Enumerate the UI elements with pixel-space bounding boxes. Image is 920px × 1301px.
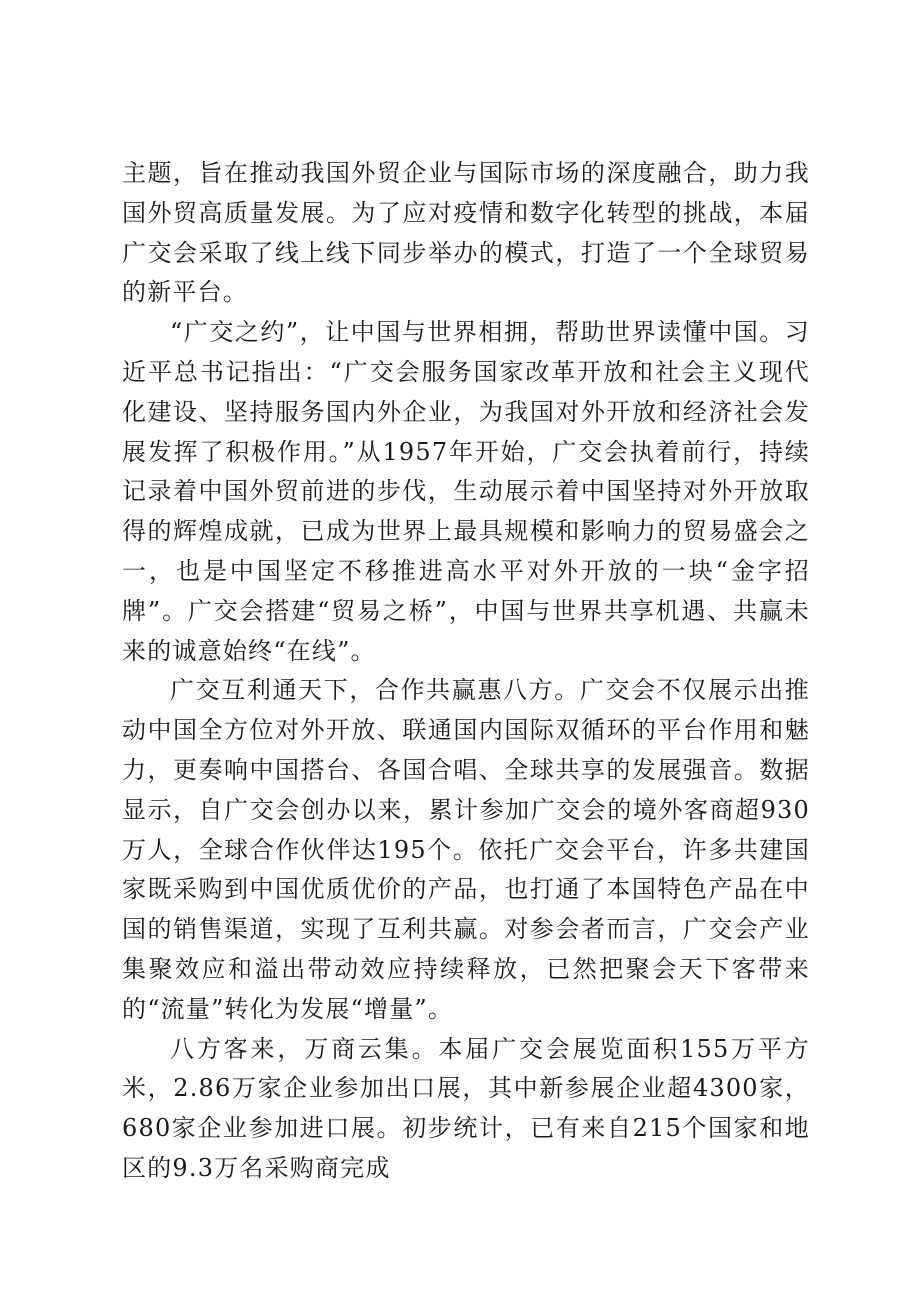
paragraph-2: “广交之约”，让中国与世界相拥，帮助世界读懂中国。习近平总书记指出：“广交会服务国家改革开放和社会主义现代化建设、坚持服务国内外企业，为我国对外开放和经济社会发展发挥了积极作用。”从1957年开始，广交会执着前行，持续记录着中国外贸前进的步伐，生动展示着中国坚持对外开放取得的辉煌成就，已成为世界上最具规模和影响力的贸易盛会之一，也是中国坚定不移推进高水平对外开放的一块“金字招牌”。广交会搭建“贸易之桥”，中国与世界共享机遇、共赢未来的诚意始终“在线”。 [122,318,810,665]
paragraph-3: 广交互利通天下，合作共赢惠八方。广交会不仅展示出推动中国全方位对外开放、联通国内国际双循环的平台作用和魅力，更奏响中国搭台、各国合唱、全球共享的发展强音。数据显示，自广交会创办以来，累计参加广交会的境外客商超930万人，全球合作伙伴达195个。依托广交会平台，许多共建国家既采购到中国优质优价的产品，也打通了本国特色产品在中国的销售渠道，实现了互利共赢。对参会者而言，广交会产业集聚效应和溢出带动效应持续释放，已然把聚会天下客带来的“流量”转化为发展“增量”。 [122,676,810,1023]
paragraph-1: 主题，旨在推动我国外贸企业与国际市场的深度融合，助力我国外贸高质量发展。为了应对疫情和数字化转型的挑战，本届广交会采取了线上线下同步举办的模式，打造了一个全球贸易的新平台。 [122,159,810,307]
paragraph-4: 八方客来，万商云集。本届广交会展览面积155万平方米，2.86万家企业参加出口展，其中新参展企业超4300家，680家企业参加进口展。初步统计，已有来自215个国家和地区的9.3万名采购商完成 [122,1034,810,1182]
article-body [122,154,810,1189]
